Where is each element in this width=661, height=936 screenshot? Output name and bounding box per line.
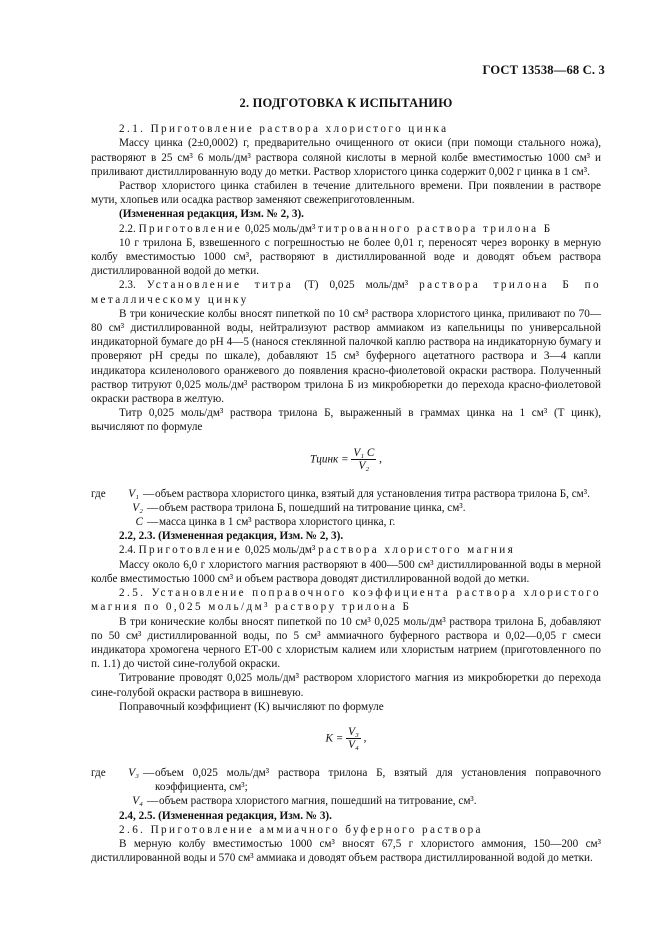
s24-heading-a: Приготовление: [138, 544, 243, 557]
def-v3-text: объем 0,025 моль/дм³ раствора трилона Б, взятый для установления поправочного коэффициента, см³;: [155, 766, 601, 794]
s23-heading-a: Установление титра: [146, 279, 294, 292]
subsection-2-5-heading: 2.5. Установление поправочного коэффициента раствора хлористого магния по 0,025 моль/дм³ раствору трилона Б: [91, 587, 601, 614]
paragraph-2-1-2: Раствор хлористого цинка стабилен в течение длительного времени. При появлении в растворе мути, хлопьев или осадка раствор заменяют свежеприготовленным.: [91, 180, 601, 207]
subsection-2-1-heading: 2.1. Приготовление раствора хлористого цинка: [119, 123, 449, 136]
def-c-key: C: [135, 516, 143, 529]
formula-coefficient: [91, 726, 601, 752]
def-v2-key: V₂: [132, 501, 143, 514]
definition-v4: [91, 794, 601, 808]
formula1-numerator: V₁ C: [353, 446, 375, 459]
page-header: ГОСТ 13538—68 С. 3: [482, 63, 605, 77]
paragraph-2-6-1: В мерную колбу вместимостью 1000 см³ вносят 67,5 г хлористого аммония, 150—200 см³ дистиллированной воды и 570 см³ аммиака и доводят объем раствора дистиллированной водой до метки.: [91, 837, 601, 865]
s22-number: 2.2.: [119, 222, 136, 235]
def-v1-text: объем раствора хлористого цинка, взятый для установления титра раствора трилона Б, см³.: [155, 487, 590, 500]
def-v4-text: объем раствора хлористого магния, пошедший на титрование, см³.: [159, 795, 477, 808]
s24-number: 2.4.: [119, 544, 136, 557]
paragraph-2-1-1: Массу цинка (2±0,0002) г, предварительно очищенного от окиси (при помощи стального ножа), растворяют в 25 см³ 6 моль/дм³ раствора соляной кислоты в мерной колбе вместимостью 1000 см³ и приливают дистиллированную воду до метки. Раствор хлористого цинка содержит 0,002 г цинка в 1 см³.: [91, 137, 601, 178]
def-v4-key: V₄: [132, 795, 143, 808]
def-dash: —: [143, 487, 155, 500]
formula2-numerator: V₃: [348, 725, 359, 738]
formula1-lhs: Tцинк =: [310, 453, 349, 466]
paragraph-2-4-1: Массу около 6,0 г хлористого магния растворяют в 400—500 см³ дистиллированной воды в мерной колбе вместимостью 1000 см³ и объем раствора доводят дистиллированной водой до метки.: [91, 558, 601, 585]
paragraph-2-2-1: 10 г трилона Б, взвешенного с погрешностью не более 0,01 г, переносят через воронку в мерную колбу вместимостью 1000 см³, растворяют в дистиллированной воде и доводят объем раствора дистиллированной водой до метки.: [91, 236, 601, 278]
def-v3-key: V₃: [128, 766, 139, 779]
paragraph-2-5-2: Титрование проводят 0,025 моль/дм³ раствором хлористого магния из микробюретки до перехода сине-голубой окраски раствора в вишневую.: [91, 672, 601, 699]
formula2-lhs: K =: [325, 732, 344, 745]
definition-v2: [91, 501, 601, 515]
formula-titre: [91, 447, 601, 473]
paragraph-2-3-2: Титр 0,025 моль/дм³ раствора трилона Б, выраженный в граммах цинка на 1 см³ (T цинк), вычисляют по формуле: [91, 407, 601, 434]
def-dash: —: [143, 766, 155, 779]
s22-heading-b: 0,025 моль/дм³: [244, 222, 316, 235]
s22-heading-a: Приготовление: [138, 222, 243, 235]
subsection-2-3-heading: [91, 278, 601, 306]
formula2-fraction: [346, 726, 361, 751]
section-title: 2. ПОДГОТОВКА К ИСПЫТАНИЮ: [239, 96, 453, 110]
def-dash: —: [147, 795, 159, 808]
paragraph-2-3-1: В три конические колбы вносят пипеткой по 10 см³ раствора хлористого цинка, приливают по 70—80 см³ дистиллированной воды, нейтрализуют раствор аммиаком из капельницы по универсальной индикаторной бумаге до pH 4—5 (нанося стеклянной палочкой каплю раствора на индикаторную бумагу и проверяют pH среды по шкале), добавляют 15 см³ буферного ацетатного раствора и 3—4 капли индикатора ксиленолового оранжевого до появления красно-фиолетовой окраски раствора. Полученный раствор титруют 0,025 моль/дм³ раствором трилона Б из микробюретки до перехода красно-фиолетовой окраски раствора в желтую.: [91, 307, 601, 406]
def-c-text: масса цинка в 1 см³ раствора хлористого цинка, г.: [159, 516, 396, 529]
subsection-2-2-heading: [91, 222, 601, 236]
edit-note-2-2-2-3: 2.2, 2.3. (Измененная редакция, Изм. № 2, 3).: [119, 530, 344, 543]
where-label: где: [91, 487, 106, 500]
def-dash: —: [147, 501, 159, 514]
def-v2-text: объем раствора трилона Б, пошедший на титрование цинка, см³.: [159, 501, 466, 514]
s24-heading-c: раствора хлористого магния: [318, 544, 516, 557]
formula1-tail: ,: [379, 452, 382, 465]
subsection-2-6-heading: 2.6. Приготовление аммиачного буферного раствора: [119, 823, 483, 836]
def-dash: —: [147, 516, 159, 529]
s24-heading-b: 0,025 моль/дм³: [244, 544, 316, 557]
paragraph-2-5-1: В три конические колбы вносят пипеткой по 10 см³ 0,025 моль/дм³ раствора трилона Б, добавляют по 50 см³ дистиллированной воды, по 5 см³ аммиачного буферного раствора и 0,02—0,05 г смеси индикатора хромогена черного ЕТ-00 с хлористым калием или хлористым натрием (приготовленного по п. 1.1) до чистой сине-голубой окраски.: [91, 615, 601, 671]
where-label: где: [91, 766, 106, 779]
s22-heading-c: титрованного раствора трилона Б: [318, 222, 553, 235]
edit-note-2-4-2-5: 2.4, 2.5. (Измененная редакция, Изм. № 3).: [119, 809, 332, 822]
formula1-denominator: V₂: [358, 459, 370, 472]
document-body: [91, 96, 601, 865]
definition-c: [91, 515, 601, 529]
s23-heading-c: раствора трилона Б по металлическому цинку: [91, 279, 602, 306]
s23-heading-b: (Т) 0,025 моль/дм³: [304, 279, 409, 292]
formula2-tail: ,: [363, 732, 367, 744]
definition-v3: [91, 766, 601, 794]
formula2-denominator: V₄: [348, 738, 359, 751]
paragraph-2-5-3: Поправочный коэффициент (K) вычисляют по формуле: [119, 700, 384, 713]
s23-number: 2.3.: [119, 279, 136, 292]
formula1-fraction: [351, 447, 376, 472]
definition-v1: [91, 487, 601, 501]
def-v1-key: V₁: [128, 487, 139, 500]
edit-note-2-1: (Измененная редакция, Изм. № 2, 3).: [119, 208, 304, 221]
subsection-2-4-heading: [91, 543, 601, 557]
